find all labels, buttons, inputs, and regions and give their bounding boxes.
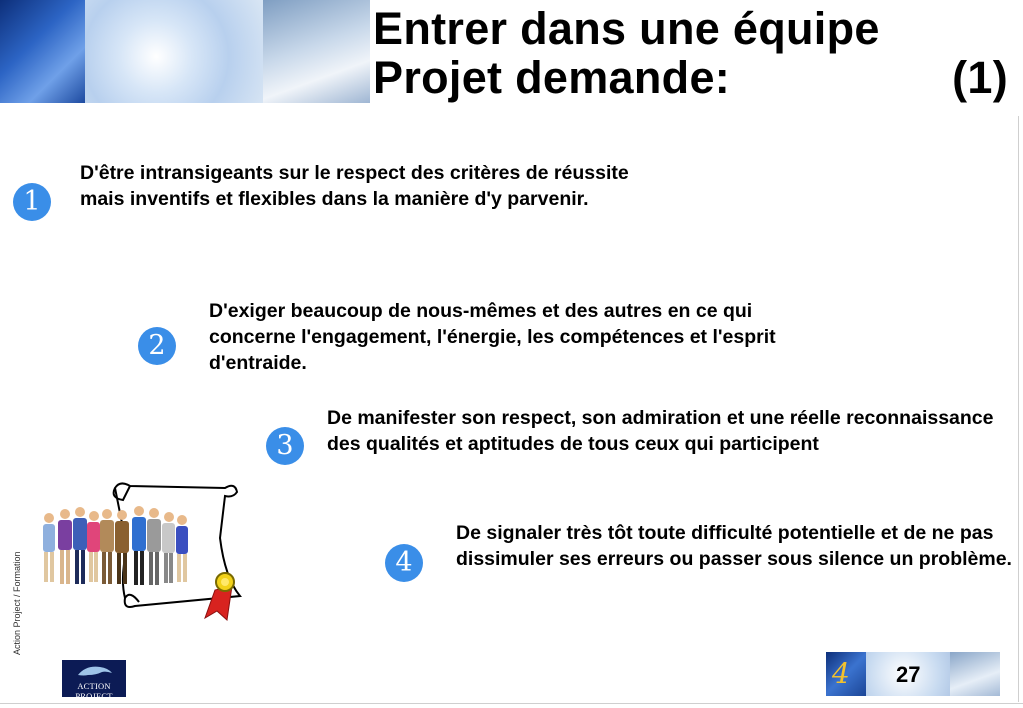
right-divider xyxy=(1018,116,1019,702)
header-banner-image xyxy=(0,0,370,103)
item-text-1: D'être intransigeants sur le respect des critères de réussite mais inventifs et flexibles dans la manière d'y parvenir. xyxy=(80,162,629,210)
bottom-divider xyxy=(0,703,1023,704)
title-part-number: (1) xyxy=(952,52,1008,103)
page-number: 27 xyxy=(896,662,921,687)
title-line-2: Projet demande: xyxy=(373,52,731,103)
logo-text: ACTION PROJECT xyxy=(75,681,113,701)
side-vertical-label: Action Project / Formation xyxy=(12,551,22,655)
bullet-number-4: 4 xyxy=(385,544,423,582)
people-group xyxy=(43,506,188,585)
slide-title xyxy=(373,4,1008,102)
footer-banner-clock xyxy=(950,652,1000,696)
item-text-3: De manifester son respect, son admiration et une réelle reconnaissance des qualités et aptitudes de tous ceux qui participent xyxy=(327,407,994,455)
footer-corner-digit: 4 xyxy=(832,657,850,690)
dolphin-logo-icon xyxy=(76,663,114,679)
bullet-number-3: 3 xyxy=(266,427,304,465)
action-project-logo xyxy=(62,660,126,701)
title-line-1: Entrer dans une équipe xyxy=(373,3,880,54)
team-people-illustration xyxy=(35,478,250,623)
item-text-4: De signaler très tôt toute difficulté potentielle et de ne pas dissimuler ses erreurs ou passer sous silence un problème. xyxy=(456,522,1012,570)
banner-world-map-panel xyxy=(85,0,263,103)
banner-clock-panel xyxy=(263,0,370,103)
item-text-2: D'exiger beaucoup de nous-mêmes et des autres en ce qui concerne l'engagement, l'énergie, les compétences et l'esprit d'entraide. xyxy=(209,300,776,374)
bullet-number-2: 2 xyxy=(138,327,176,365)
banner-keyboard-panel xyxy=(0,0,85,103)
bullet-number-1: 1 xyxy=(13,183,51,221)
